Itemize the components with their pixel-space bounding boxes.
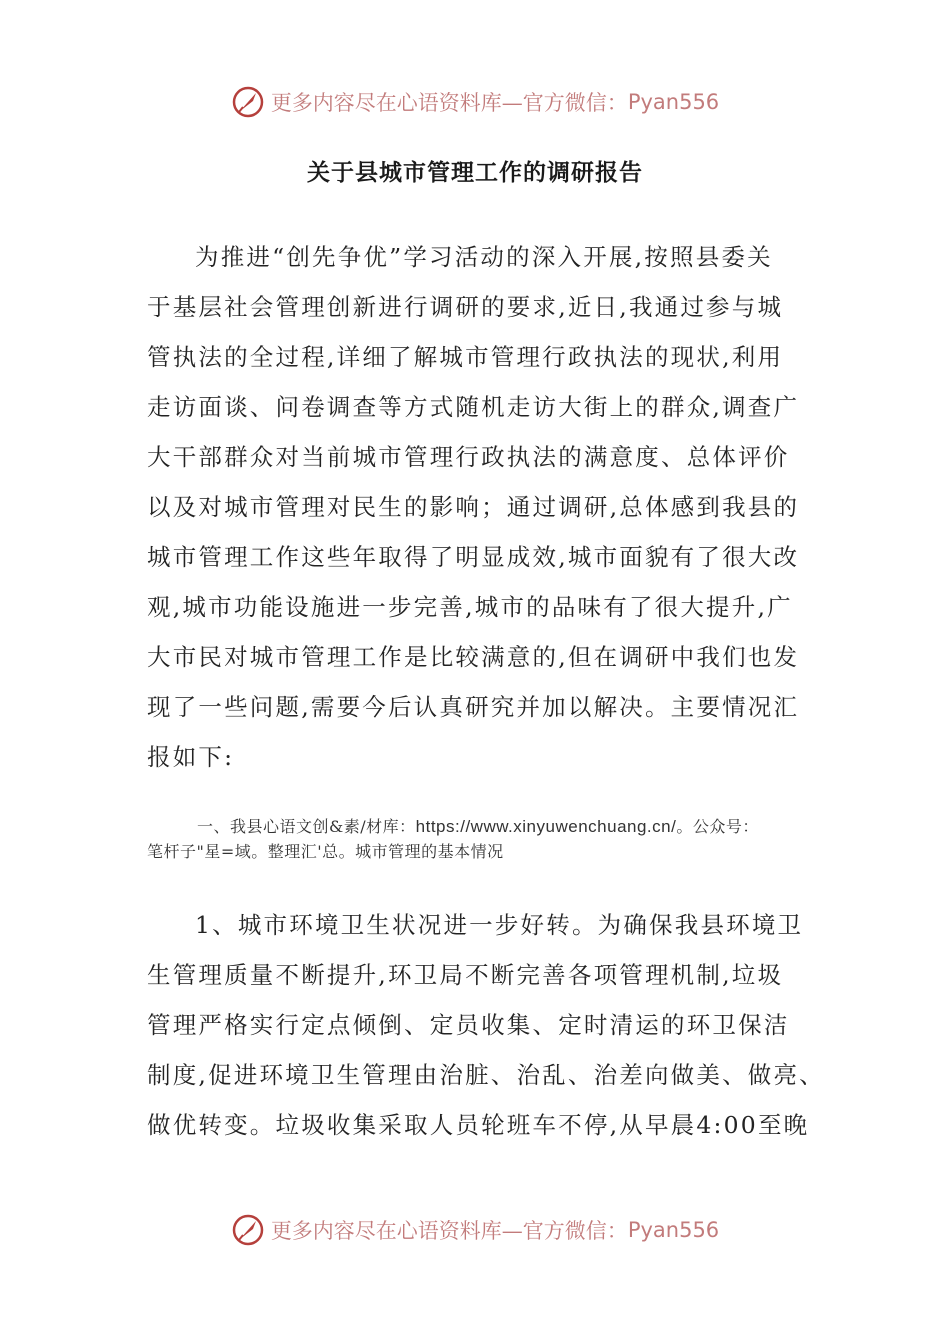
paragraph-line: 报如下: [147,743,235,771]
paragraph-line: 城市管理工作这些年取得了明显成效,城市面貌有了很大改 [147,543,800,571]
paragraph-line: 做优转变。垃圾收集采取人员轮班车不停,从早晨4:00至晚 [147,1111,810,1139]
heading-text-part2: 。公众号： [676,817,759,836]
banner-text: 更多内容尽在心语资料库—官方微信： [270,91,628,115]
banner-wechat-id: Pyan556 [627,90,720,114]
paragraph-line: 制度,促进环境卫生管理由治脏、治乱、治差向做美、做亮、 [147,1061,825,1089]
heading-url-link[interactable]: https://www.xinyuwenchuang.cn/ [415,817,677,836]
banner-text: 更多内容尽在心语资料库—官方微信： [270,1219,628,1243]
paragraph-line: 生管理质量不断提升,环卫局不断完善各项管理机制,垃圾 [147,961,784,989]
paragraph-line: 于基层社会管理创新进行调研的要求,近日,我通过参与城 [147,293,784,321]
heading-text-part1: 一、我县心语文创&素/材库： [197,817,416,836]
paragraph-line: 现了一些问题,需要今后认真研究并加以解决。主要情况汇 [147,693,800,721]
intro-paragraph [147,232,807,782]
paragraph-line: 管理严格实行定点倾倒、定员收集、定时清运的环卫保洁 [147,1011,790,1039]
paragraph-line: 观,城市功能设施进一步完善,城市的品味有了很大提升,广 [147,593,793,621]
footer-banner[interactable] [0,1210,950,1250]
paragraph-line: 以及对城市管理对民生的影响；通过调研,总体感到我县的 [147,493,800,521]
paragraph-line: 1、城市环境卫生状况进一步好转。为确保我县环境卫 [195,911,804,939]
section-paragraph [147,900,825,1150]
document-title: 关于县城市管理工作的调研报告 [307,159,643,186]
paragraph-line: 为推进“创先争优”学习活动的深入开展,按照县委关 [195,243,773,271]
paragraph-line: 走访面谈、问卷调查等方式随机走访大街上的群众,调查广 [147,393,800,421]
section-heading-line-1 [147,814,827,839]
quill-pen-logo-icon [231,85,265,119]
paragraph-line: 大市民对城市管理工作是比较满意的,但在调研中我们也发 [147,643,800,671]
section-heading [147,814,827,864]
paragraph-line: 大干部群众对当前城市管理行政执法的满意度、总体评价 [147,443,790,471]
header-banner[interactable] [0,82,950,122]
section-heading-line-2: 笔杆子"星=域。整理汇'总。城市管理的基本情况 [147,842,504,861]
paragraph-line: 管执法的全过程,详细了解城市管理行政执法的现状,利用 [147,343,784,371]
quill-pen-logo-icon [231,1213,265,1247]
banner-wechat-id: Pyan556 [627,1218,720,1242]
